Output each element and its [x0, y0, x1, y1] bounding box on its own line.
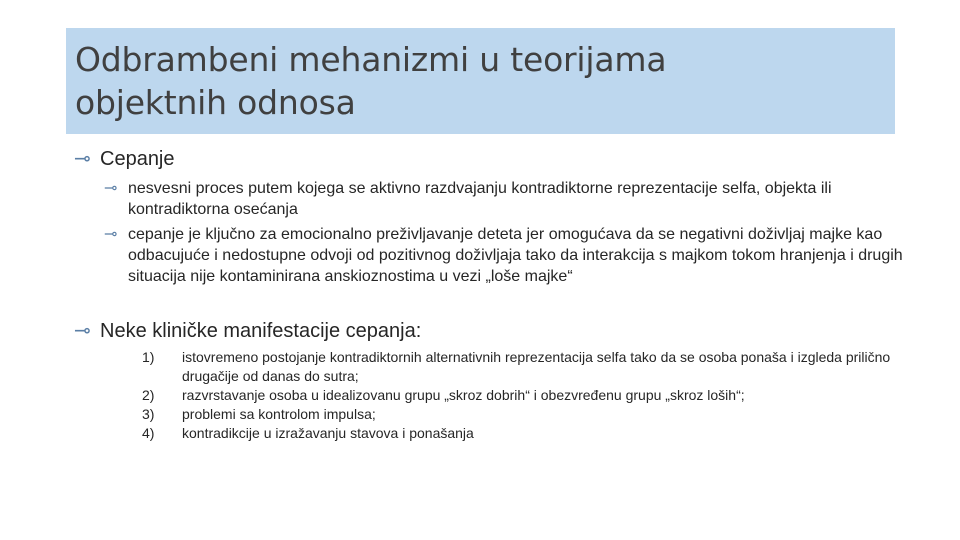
section-heading-manifestacije	[74, 319, 421, 343]
numbered-item	[130, 424, 900, 443]
numbered-item	[130, 348, 900, 386]
list-item-text: nesvesni proces putem kojega se aktivno razdvajanju kontradiktorne reprezentacije selfa, objekta ili kontradiktorna osećanja	[128, 180, 832, 218]
item-number: 4)	[142, 425, 155, 441]
list-item	[104, 224, 918, 287]
item-text: problemi sa kontrolom impulsa;	[182, 406, 376, 422]
numbered-item	[130, 386, 900, 405]
section-heading-text: Neke kliničke manifestacije cepanja:	[100, 320, 422, 342]
bullet-icon: ⊸	[104, 226, 118, 243]
slide-title	[75, 38, 666, 124]
title-line-1: Odbrambeni mehanizmi u teorijama	[75, 40, 667, 79]
title-banner	[66, 28, 895, 134]
item-text: razvrstavanje osoba u idealizovanu grupu „skroz dobrih“ i obezvređenu grupu „skroz loših“;	[182, 387, 745, 403]
title-line-2: objektnih odnosa	[75, 83, 356, 122]
bullet-icon: ⊸	[74, 320, 91, 342]
numbered-list	[130, 348, 900, 443]
numbered-item	[130, 405, 900, 424]
list-item-text: cepanje je ključno za emocionalno preživljavanje deteta jer omogućava da se negativni doživljaj majke kao odbacujuće i nedostupne odvoji od pozitivnog doživljaja tako da interakcija s majkom tokom hranjenja i drugih situacija nije kontaminirana anskioznostima u vezi „loše majke“	[128, 226, 903, 285]
bullet-icon: ⊸	[74, 148, 91, 170]
bullet-icon: ⊸	[104, 180, 118, 197]
section-heading-cepanje	[74, 147, 175, 171]
list-item	[104, 178, 918, 220]
item-text: istovremeno postojanje kontradiktornih alternativnih reprezentacija selfa tako da se osoba ponaša i izgleda prilično drugačije od danas do sutra;	[182, 349, 891, 384]
item-number: 3)	[142, 406, 155, 422]
section-heading-text: Cepanje	[100, 148, 175, 170]
item-text: kontradikcije u izražavanju stavova i ponašanja	[182, 425, 474, 441]
item-number: 1)	[142, 349, 155, 365]
item-number: 2)	[142, 387, 155, 403]
